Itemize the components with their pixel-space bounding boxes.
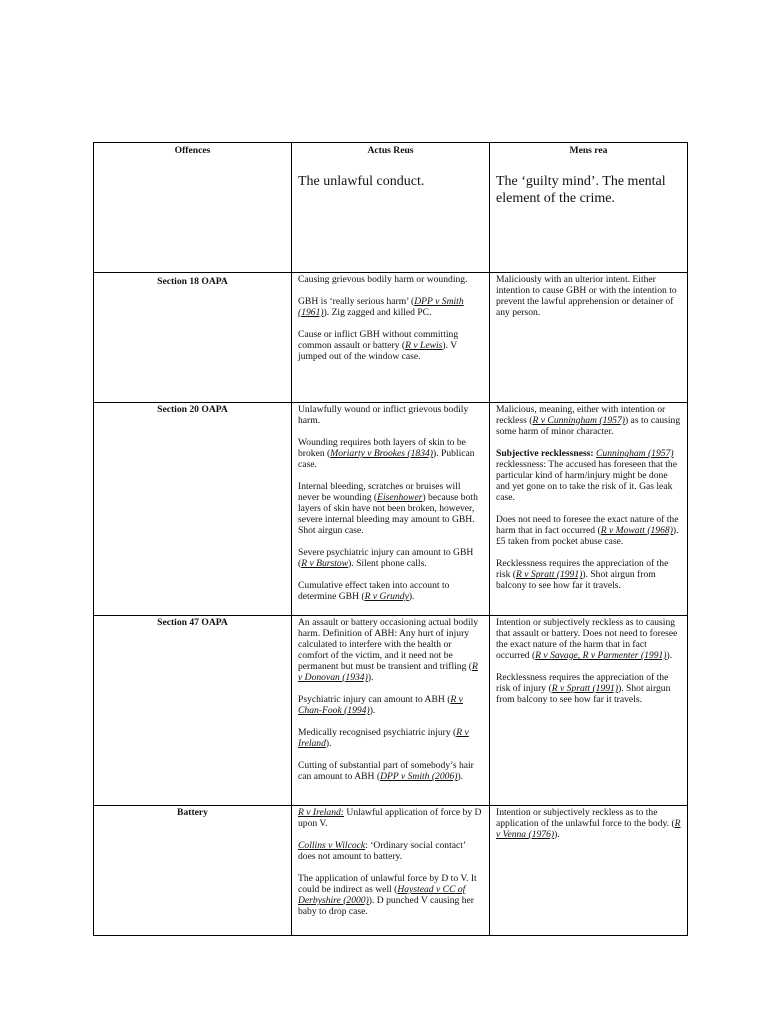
text-run: Intention or subjectively reckless as to the application of the unlawful force to the body. ( <box>496 807 675 829</box>
text-run: Cutting of substantial part of somebody’s hair can amount to ABH ( <box>298 760 474 782</box>
cell-paragraph <box>496 558 681 591</box>
actus-reus-text <box>298 404 483 602</box>
cell-paragraph <box>298 547 483 569</box>
case-citation: R v Grundy <box>364 591 409 602</box>
text-run: Maliciously with an ulterior intent. Either intention to cause GBH or with the intention to prevent the lawful apprehension or detainer of any person. <box>496 274 677 318</box>
offence-name: Section 20 OAPA <box>157 404 228 415</box>
header-offences-label: Offences <box>174 145 211 156</box>
mens-rea-cell <box>490 806 688 936</box>
text-run: ). Shot airgun from balcony to see how far it travels. <box>496 683 671 705</box>
cell-paragraph <box>298 727 483 749</box>
mens-rea-cell <box>490 403 688 616</box>
header-mens-rea-description: The ‘guilty mind’. The mental element of the crime. <box>496 174 666 206</box>
text-run: recklessness: The accused has foreseen that the particular kind of harm/injury might be done and yet gone on to take the risk of it. Gas leak case. <box>496 459 677 503</box>
text-run: ). <box>457 771 464 782</box>
cell-paragraph <box>298 296 483 318</box>
offences-table <box>93 142 688 936</box>
header-actus-reus-description: The unlawful conduct. <box>298 174 425 189</box>
mens-rea-text <box>496 807 681 840</box>
case-citation: R v Venna (1976) <box>496 818 681 840</box>
text-run: ). <box>408 591 415 602</box>
offence-name: Battery <box>177 807 208 818</box>
actus-reus-cell <box>292 616 490 806</box>
mens-rea-cell <box>490 616 688 806</box>
offence-name: Section 47 OAPA <box>157 617 228 628</box>
text-run: An assault or battery occasioning actual bodily harm. Definition of ABH: Any hurt of injury calculated to interfere with the health or comfort of the victim, and it need not be permanent but must be transient and trifling ( <box>298 617 479 672</box>
header-mens-rea <box>490 143 688 273</box>
actus-reus-text <box>298 807 483 917</box>
table-row <box>94 806 688 936</box>
text-run: Severe psychiatric injury can amount to GBH ( <box>298 547 474 569</box>
header-mens-rea-label: Mens rea <box>569 145 608 156</box>
case-citation: Haystead v CC of Derbyshire (2000) <box>298 884 466 906</box>
offence-cell <box>94 403 292 616</box>
case-citation: R v Cunningham (1957) <box>532 415 625 426</box>
cell-paragraph <box>298 437 483 470</box>
cell-paragraph <box>496 514 681 547</box>
case-citation: R v Ireland: <box>298 807 344 818</box>
text-run: ). D punched V causing her baby to drop case. <box>298 895 474 917</box>
cell-paragraph <box>496 404 681 437</box>
mens-rea-text <box>496 274 681 318</box>
mens-rea-text <box>496 404 681 591</box>
text-run: Wounding requires both layers of skin to be broken ( <box>298 437 466 459</box>
offence-cell <box>94 616 292 806</box>
text-run: ) as to causing some harm of minor character. <box>496 415 681 437</box>
offence-cell <box>94 806 292 936</box>
cell-paragraph <box>298 617 483 683</box>
case-citation: R v Mowatt (1968) <box>600 525 673 536</box>
cell-paragraph <box>496 807 681 840</box>
case-citation: Collins v Wilcock <box>298 840 366 851</box>
table-row <box>94 403 688 616</box>
cell-paragraph <box>496 672 681 705</box>
text-run: Psychiatric injury can amount to ABH ( <box>298 694 451 705</box>
cell-paragraph <box>496 448 681 503</box>
cell-paragraph <box>298 807 483 829</box>
text-run: ). Silent phone calls. <box>348 558 427 569</box>
cell-paragraph <box>298 840 483 862</box>
cell-paragraph <box>298 873 483 917</box>
case-citation: R v Savage, R v Parmenter (1991) <box>535 650 667 661</box>
actus-reus-text <box>298 274 483 362</box>
cell-paragraph <box>298 329 483 362</box>
text-run: ). V jumped out of the window case. <box>298 340 457 362</box>
text-run: ). <box>369 705 376 716</box>
cell-paragraph <box>496 274 681 318</box>
text-run: Intention or subjectively reckless as to causing that assault or battery. Does not need to foresee the exact nature of the harm that in fact occurred ( <box>496 617 678 661</box>
actus-reus-cell <box>292 403 490 616</box>
text-run: Recklessness requires the appreciation of the risk of injury ( <box>496 672 669 694</box>
text-run: ). <box>666 650 673 661</box>
text-run: ) because both layers of skin have not been broken, however, severe internal bleeding may amount to GBH. Shot airgun case. <box>298 492 478 536</box>
text-run: : ‘Ordinary social contact’ does not amount to battery. <box>298 840 466 862</box>
text-run: Unlawful application of force by D upon V. <box>298 807 482 829</box>
text-run: Internal bleeding, scratches or bruises will never be wounding ( <box>298 481 461 503</box>
text-run: Medically recognised psychiatric injury ( <box>298 727 457 738</box>
header-actus-reus-label: Actus Reus <box>367 145 414 156</box>
mens-rea-cell <box>490 273 688 403</box>
cell-paragraph <box>496 617 681 661</box>
bold-term: Subjective recklessness: <box>496 448 597 459</box>
case-citation: DPP v Smith (2006) <box>380 771 458 782</box>
mens-rea-text <box>496 617 681 705</box>
text-run: GBH is ‘really serious harm’ ( <box>298 296 415 307</box>
text-run: Unlawfully wound or inflict grievous bodily harm. <box>298 404 469 426</box>
actus-reus-cell <box>292 273 490 403</box>
case-citation: R v Chan-Fook (1994) <box>298 694 463 716</box>
case-citation: R v Burstow <box>301 558 349 569</box>
cell-paragraph <box>298 481 483 536</box>
actus-reus-cell <box>292 806 490 936</box>
text-run: ). Publican case. <box>298 448 475 470</box>
cell-paragraph <box>298 404 483 426</box>
case-citation: DPP v Smith (1961) <box>298 296 464 318</box>
header-actus-reus <box>292 143 490 273</box>
case-citation: Eisenhower <box>377 492 423 503</box>
text-run: The application of unlawful force by D to V. It could be indirect as well ( <box>298 873 477 895</box>
text-run: Malicious, meaning, either with intention or reckless ( <box>496 404 666 426</box>
text-run: Recklessness requires the appreciation of the risk ( <box>496 558 669 580</box>
case-citation: Moriarty v Brookes (1834) <box>330 448 433 459</box>
case-citation: Cunningham (1957) <box>596 448 674 459</box>
header-offences <box>94 143 292 273</box>
case-citation: R v Spratt (1991) <box>551 683 619 694</box>
text-run: Causing grievous bodily harm or wounding. <box>298 274 468 285</box>
text-run: Does not need to foresee the exact nature of the harm that in fact occurred ( <box>496 514 679 536</box>
text-run: ). <box>554 829 560 840</box>
text-run: ). Zig zagged and killed PC. <box>323 307 432 318</box>
cell-paragraph <box>298 760 483 782</box>
text-run: Cause or inflict GBH without committing common assault or battery ( <box>298 329 459 351</box>
table-row <box>94 616 688 806</box>
text-run: ). <box>325 738 332 749</box>
case-citation: R v Spratt (1991) <box>515 569 583 580</box>
cell-paragraph <box>298 580 483 602</box>
offence-cell <box>94 273 292 403</box>
text-run: Cumulative effect taken into account to determine GBH ( <box>298 580 450 602</box>
cell-paragraph <box>298 694 483 716</box>
text-run: ). £5 taken from pocket abuse case. <box>496 525 679 547</box>
table-header-row <box>94 143 688 273</box>
case-citation: R v Donovan (1934) <box>298 661 478 683</box>
text-run: ). Shot airgun from balcony to see how far it travels. <box>496 569 656 591</box>
text-run: ). <box>367 672 374 683</box>
case-citation: R v Lewis <box>405 340 443 351</box>
actus-reus-text <box>298 617 483 782</box>
cell-paragraph <box>298 274 483 285</box>
case-citation: R v Ireland <box>298 727 469 749</box>
table-row <box>94 273 688 403</box>
offence-name: Section 18 OAPA <box>157 276 228 287</box>
